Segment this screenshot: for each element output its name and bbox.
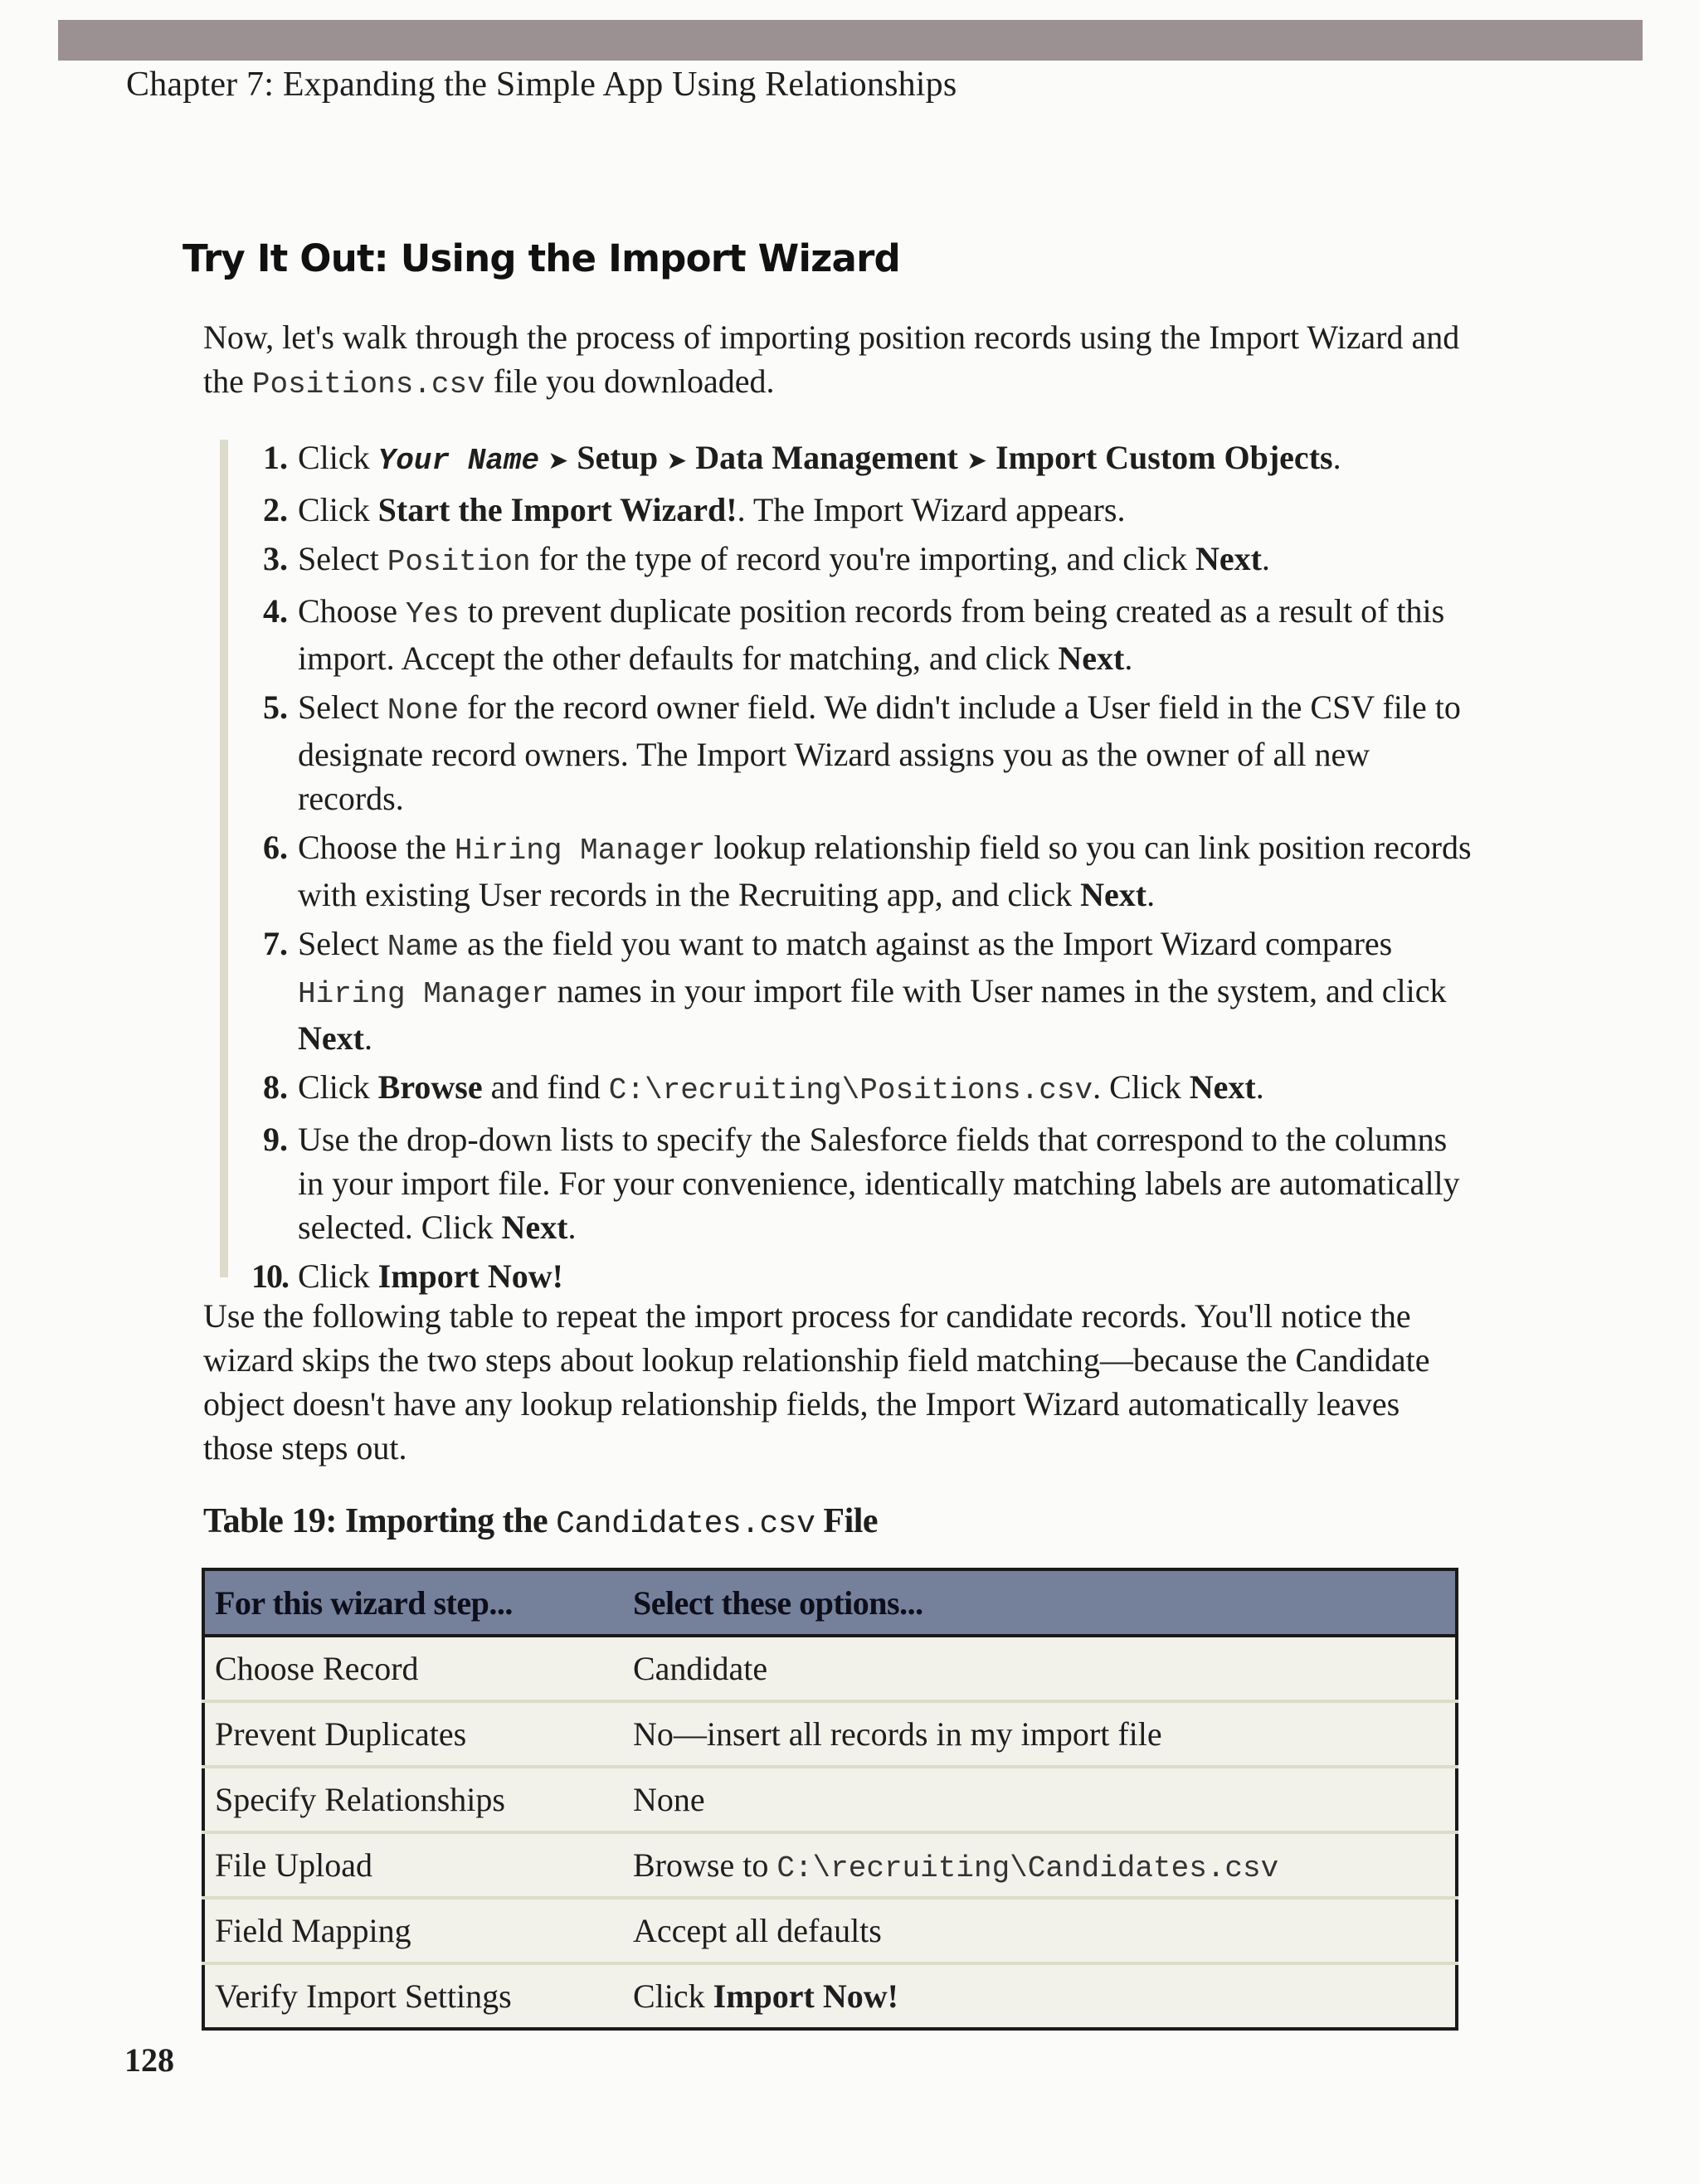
option-code: C:\recruiting\Candidates.csv bbox=[776, 1851, 1279, 1885]
step-text: for the record owner field. We didn't include a User field in the CSV file to designate record owners. The Import Wizard assigns you as the owner of all new records. bbox=[298, 688, 1461, 817]
step-code: None bbox=[387, 693, 460, 727]
step-item bbox=[245, 537, 1473, 584]
step-text: . Click bbox=[1093, 1068, 1190, 1106]
table-cell-option: No—insert all records in my import file bbox=[623, 1701, 1457, 1767]
step-code: Hiring Manager bbox=[454, 834, 706, 868]
table-cell-step: Prevent Duplicates bbox=[203, 1701, 623, 1767]
options-table bbox=[202, 1568, 1458, 2031]
table-intro-paragraph: Use the following table to repeat the import process for candidate records. You'll notice the wizard skips the two steps about lookup relationship field matching—because the Candidate object doesn't have any lookup relationship fields, the Import Wizard automatically leaves those steps out. bbox=[203, 1297, 1430, 1467]
step-text: . bbox=[567, 1209, 577, 1246]
step-text: . bbox=[363, 1019, 372, 1057]
step-bold: Import Now! bbox=[377, 1257, 563, 1295]
intro-paragraph bbox=[203, 315, 1464, 406]
step-bold: Browse bbox=[377, 1068, 483, 1106]
step-text: Click bbox=[298, 1068, 378, 1106]
column-header: Select these options... bbox=[623, 1569, 1457, 1636]
step-item bbox=[245, 685, 1473, 820]
step-number: 1. bbox=[263, 439, 288, 476]
table-cell-option: Candidate bbox=[623, 1636, 1457, 1701]
step-text: as the field you want to match against as the Import Wizard compares bbox=[459, 925, 1393, 962]
step-item bbox=[245, 922, 1473, 1060]
step-bold: Data Management bbox=[695, 439, 958, 476]
step-text: . bbox=[1146, 876, 1156, 913]
table-cell-step: Choose Record bbox=[203, 1636, 623, 1701]
step-text: for the type of record you're importing, and click bbox=[530, 540, 1195, 577]
table-row bbox=[203, 1636, 1457, 1701]
step-number: 4. bbox=[263, 592, 288, 630]
step-text: Click bbox=[298, 439, 378, 476]
intro-code: Positions.csv bbox=[251, 367, 485, 401]
step-code: C:\recruiting\Positions.csv bbox=[608, 1073, 1093, 1107]
step-bold: Next bbox=[1058, 640, 1125, 677]
step-text: lookup relationship field so you can link position records with existing User records in the Recruiting app, and click bbox=[298, 829, 1472, 913]
step-text: Select bbox=[298, 688, 387, 726]
step-number: 7. bbox=[263, 925, 288, 962]
step-text: Select bbox=[298, 925, 387, 962]
table-header-row bbox=[203, 1569, 1457, 1636]
step-number: 6. bbox=[263, 829, 288, 866]
step-bold: Import Custom Objects bbox=[995, 439, 1333, 476]
steps-list bbox=[245, 435, 1473, 1303]
step-item bbox=[245, 589, 1473, 680]
table-cell-option: Accept all defaults bbox=[623, 1898, 1457, 1963]
step-text: . bbox=[1332, 439, 1341, 476]
step-text: Choose bbox=[298, 592, 406, 630]
step-number: 5. bbox=[263, 688, 288, 726]
step-text: . bbox=[1124, 640, 1133, 677]
caption-text: File bbox=[815, 1502, 879, 1540]
step-item bbox=[245, 1117, 1473, 1249]
intro-text: Now, let's walk through the process of importing position records using the Import Wizard and the bbox=[203, 319, 1460, 400]
step-item bbox=[245, 488, 1473, 532]
step-number: 10. bbox=[251, 1257, 288, 1295]
step-bold: Next bbox=[1195, 540, 1262, 577]
step-item bbox=[245, 435, 1473, 483]
step-item bbox=[245, 825, 1473, 917]
step-text: Click bbox=[298, 491, 378, 528]
step-code: Name bbox=[387, 930, 460, 964]
breadcrumb-arrow-icon: ➤ bbox=[548, 446, 569, 475]
step-number: 3. bbox=[263, 540, 288, 577]
step-bold: Next bbox=[298, 1019, 364, 1057]
header-bar bbox=[58, 20, 1643, 61]
option-text: Click bbox=[633, 1977, 713, 2015]
option-bold: Import Now! bbox=[713, 1977, 898, 2015]
intro-text: file you downloaded. bbox=[484, 362, 775, 400]
step-text: names in your import file with User names in the system, and click bbox=[548, 972, 1447, 1009]
breadcrumb-arrow-icon: ➤ bbox=[966, 446, 987, 475]
section-title: Try It Out: Using the Import Wizard bbox=[183, 236, 900, 280]
caption-code: Candidates.csv bbox=[556, 1506, 815, 1542]
table-row bbox=[203, 1832, 1457, 1898]
table-caption bbox=[203, 1501, 878, 1542]
table-cell-option: None bbox=[623, 1767, 1457, 1832]
step-text: and find bbox=[482, 1068, 609, 1106]
option-text: Browse to bbox=[633, 1846, 777, 1884]
step-bold: Setup bbox=[577, 439, 659, 476]
step-bold: Start the Import Wizard! bbox=[377, 491, 738, 528]
step-text: Select bbox=[298, 540, 387, 577]
step-text: to prevent duplicate position records from being created as a result of this import. Accept the other defaults for matching, and click bbox=[298, 592, 1445, 677]
page-number: 128 bbox=[124, 2041, 174, 2079]
step-code: Yes bbox=[406, 597, 460, 631]
breadcrumb-arrow-icon: ➤ bbox=[666, 446, 688, 475]
table-cell-step: Verify Import Settings bbox=[203, 1963, 623, 2029]
steps-sidebar-rule bbox=[220, 440, 228, 1277]
table-row bbox=[203, 1898, 1457, 1963]
table-row bbox=[203, 1701, 1457, 1767]
step-bold: Next bbox=[1189, 1068, 1256, 1106]
step-text: Choose the bbox=[298, 829, 455, 866]
step-text: . The Import Wizard appears. bbox=[737, 491, 1126, 528]
caption-text: Table 19: Importing the bbox=[203, 1502, 557, 1540]
table-cell-step: Specify Relationships bbox=[203, 1767, 623, 1832]
step-bold: Next bbox=[1080, 876, 1147, 913]
step-code: Your Name bbox=[377, 444, 540, 478]
step-number: 2. bbox=[263, 491, 288, 528]
table-cell-step: Field Mapping bbox=[203, 1898, 623, 1963]
step-code: Hiring Manager bbox=[298, 977, 549, 1011]
table-row bbox=[203, 1767, 1457, 1832]
step-item bbox=[245, 1065, 1473, 1112]
step-bold: Next bbox=[501, 1209, 568, 1246]
step-item bbox=[245, 1254, 1473, 1298]
column-header: For this wizard step... bbox=[203, 1569, 623, 1636]
step-number: 8. bbox=[263, 1068, 288, 1106]
table-cell-option bbox=[623, 1832, 1457, 1898]
step-text: Click bbox=[298, 1257, 378, 1295]
table-cell-option bbox=[623, 1963, 1457, 2029]
step-code: Position bbox=[387, 545, 531, 579]
step-text: . bbox=[1255, 1068, 1264, 1106]
step-number: 9. bbox=[263, 1121, 288, 1158]
table-cell-step: File Upload bbox=[203, 1832, 623, 1898]
step-text: . bbox=[1261, 540, 1270, 577]
chapter-title: Chapter 7: Expanding the Simple App Using Relationships bbox=[126, 66, 957, 104]
step-text: Use the drop-down lists to specify the Salesforce fields that correspond to the columns in your import file. For your convenience, identically matching labels are automatically selected. Click bbox=[298, 1121, 1460, 1246]
table-row bbox=[203, 1963, 1457, 2029]
